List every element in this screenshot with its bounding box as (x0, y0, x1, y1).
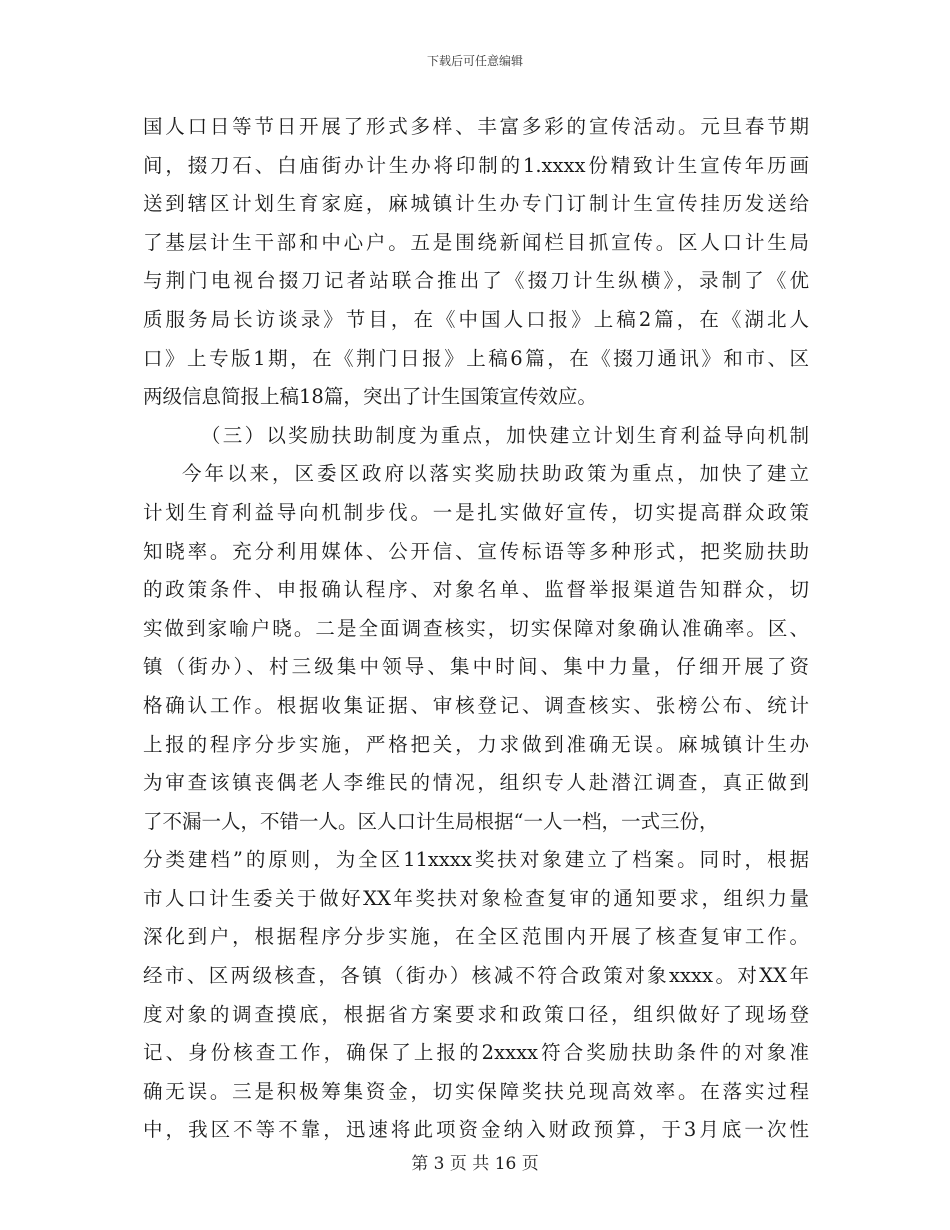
body-line: 中，我区不等不靠，迅速将此项资金纳入财政预算，于3月底一次性 (143, 1118, 809, 1142)
body-line: 质服务局长访谈录》节目，在《中国人口报》上稿2篇，在《湖北人 (143, 307, 809, 331)
body-line: 两级信息简报上稿18篇，突出了计生国策宣传效应。 (143, 385, 597, 409)
page-footer: 第 3 页 共 16 页 (411, 1154, 539, 1174)
body-line: 了基层计生干部和中心户。五是围绕新闻栏目抓宣传。区人口计生局 (143, 230, 809, 254)
body-line: 的政策条件、申报确认程序、对象名单、监督举报渠道告知群众，切 (143, 578, 809, 602)
body-line: 计划生育利益导向机制步伐。一是扎实做好宣传，切实提高群众政策 (143, 500, 809, 524)
page-header: 下载后可任意编辑 (426, 54, 523, 68)
document-body (143, 108, 809, 1150)
body-line: 知晓率。充分利用媒体、公开信、宣传标语等多种形式，把奖励扶助 (143, 539, 809, 563)
body-line: 记、身份核查工作，确保了上报的2xxxx符合奖励扶助条件的对象准 (143, 1041, 809, 1065)
body-line: 间，掇刀石、白庙街办计生办将印制的1.xxxx份精致计生宣传年历画 (143, 153, 809, 177)
body-line: 镇（街办）、村三级集中领导、集中时间、集中力量，仔细开展了资 (143, 655, 809, 679)
body-line: 格确认工作。根据收集证据、审核登记、调查核实、张榜公布、统计 (143, 693, 809, 717)
section-heading: （三）以奖励扶助制度为重点，加快建立计划生育利益导向机制 (201, 423, 809, 447)
body-line: 上报的程序分步实施，严格把关，力求做到准确无误。麻城镇计生办 (143, 732, 809, 756)
body-line: 送到辖区计划生育家庭，麻城镇计生办专门订制计生宣传挂历发送给 (143, 192, 809, 216)
body-line: 度对象的调查摸底，根据省方案要求和政策口径，组织做好了现场登 (143, 1002, 809, 1026)
body-line: 口》上专版1期，在《荆门日报》上稿6篇，在《掇刀通讯》和市、区 (143, 346, 809, 370)
body-line: 市人口计生委关于做好XX年奖扶对象检查复审的通知要求，组织力量 (143, 886, 809, 910)
body-line: 确无误。三是积极筹集资金，切实保障奖扶兑现高效率。在落实过程 (143, 1079, 809, 1103)
body-line: 深化到户，根据程序分步实施，在全区范围内开展了核查复审工作。 (143, 925, 809, 949)
body-line: 为审查该镇丧偶老人李维民的情况，组织专人赴潜江调查，真正做到 (143, 771, 809, 795)
body-line: 实做到家喻户晓。二是全面调查核实，切实保障对象确认准确率。区、 (143, 616, 809, 640)
body-line: 经市、区两级核查，各镇（街办）核减不符合政策对象xxxx。对XX年 (143, 964, 809, 988)
body-line: 与荆门电视台掇刀记者站联合推出了《掇刀计生纵横》，录制了《优 (143, 269, 809, 293)
body-line: 国人口日等节日开展了形式多样、丰富多彩的宣传活动。元旦春节期 (143, 115, 809, 138)
body-line: 了不漏一人，不错一人。区人口计生局根据“一人一档，一式三份， (143, 809, 719, 833)
body-line: 今年以来，区委区政府以落实奖励扶助政策为重点，加快了建立 (182, 462, 809, 486)
body-line: 分类建档”的原则，为全区11xxxx奖扶对象建立了档案。同时，根据 (143, 848, 809, 872)
